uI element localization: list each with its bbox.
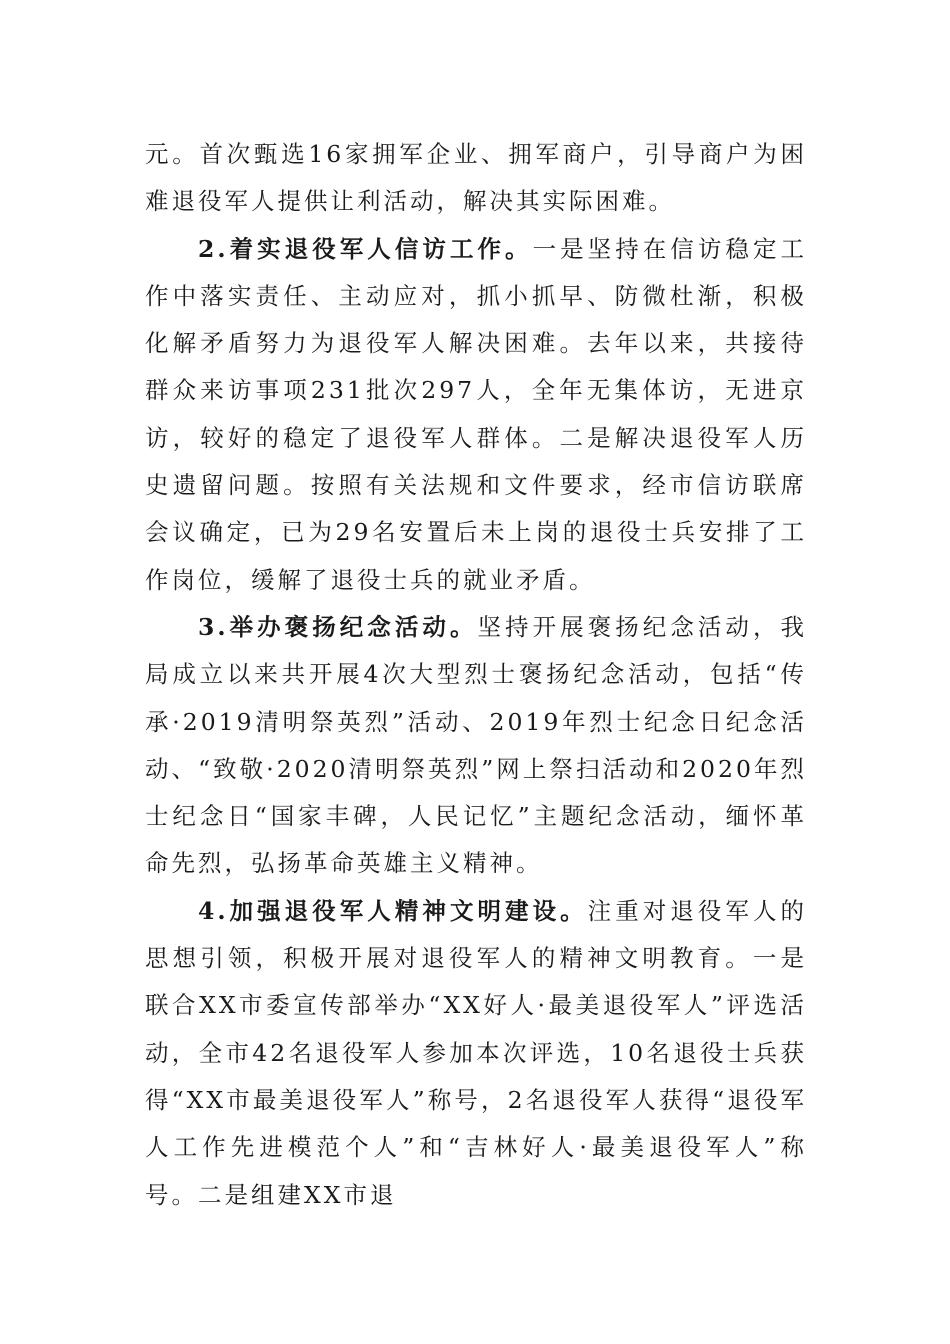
paragraph-continuation <box>145 131 807 226</box>
paragraph-petition-work <box>145 226 807 604</box>
paragraph-heading: 4.加强退役军人精神文明建设。 <box>198 896 588 925</box>
document-page <box>145 131 807 1219</box>
paragraph-spiritual-civilization <box>145 888 807 1219</box>
paragraph-commemoration <box>145 604 807 888</box>
paragraph-text: 注重对退役军人的思想引领，积极开展对退役军人的精神文明教育。一是联合XX市委宣传部举办“XX好人·最美退役军人”评选活动，全市42名退役军人参加本次评选，10名退役士兵获得“XX市最美退役军人”称号，2名退役军人获得“退役军人工作先进模范个人”和“吉林好人·最美退役军人”称号。二是组建XX市退 <box>145 896 807 1209</box>
paragraph-text: 一是坚持在信访稳定工作中落实责任、主动应对，抓小抓早、防微杜渐，积极化解矛盾努力为退役军人解决困难。去年以来，共接待群众来访事项231批次297人，全年无集体访，无进京访，较好的稳定了退役军人群体。二是解决退役军人历史遗留问题。按照有关法规和文件要求，经市信访联席会议确定，已为29名安置后未上岗的退役士兵安排了工作岗位，缓解了退役士兵的就业矛盾。 <box>145 234 807 594</box>
paragraph-text: 坚持开展褒扬纪念活动，我局成立以来共开展4次大型烈士褒扬纪念活动，包括“传承·2019清明祭英烈”活动、2019年烈士纪念日纪念活动、“致敬·2020清明祭英烈”网上祭扫活动和2020年烈士纪念日“国家丰碑，人民记忆”主题纪念活动，缅怀革命先烈，弘扬革命英雄主义精神。 <box>145 612 807 878</box>
paragraph-text: 元。首次甄选16家拥军企业、拥军商户，引导商户为困难退役军人提供让利活动，解决其实际困难。 <box>145 140 807 216</box>
paragraph-heading: 2.着实退役军人信访工作。 <box>198 234 533 263</box>
paragraph-heading: 3.举办褒扬纪念活动。 <box>198 612 478 641</box>
